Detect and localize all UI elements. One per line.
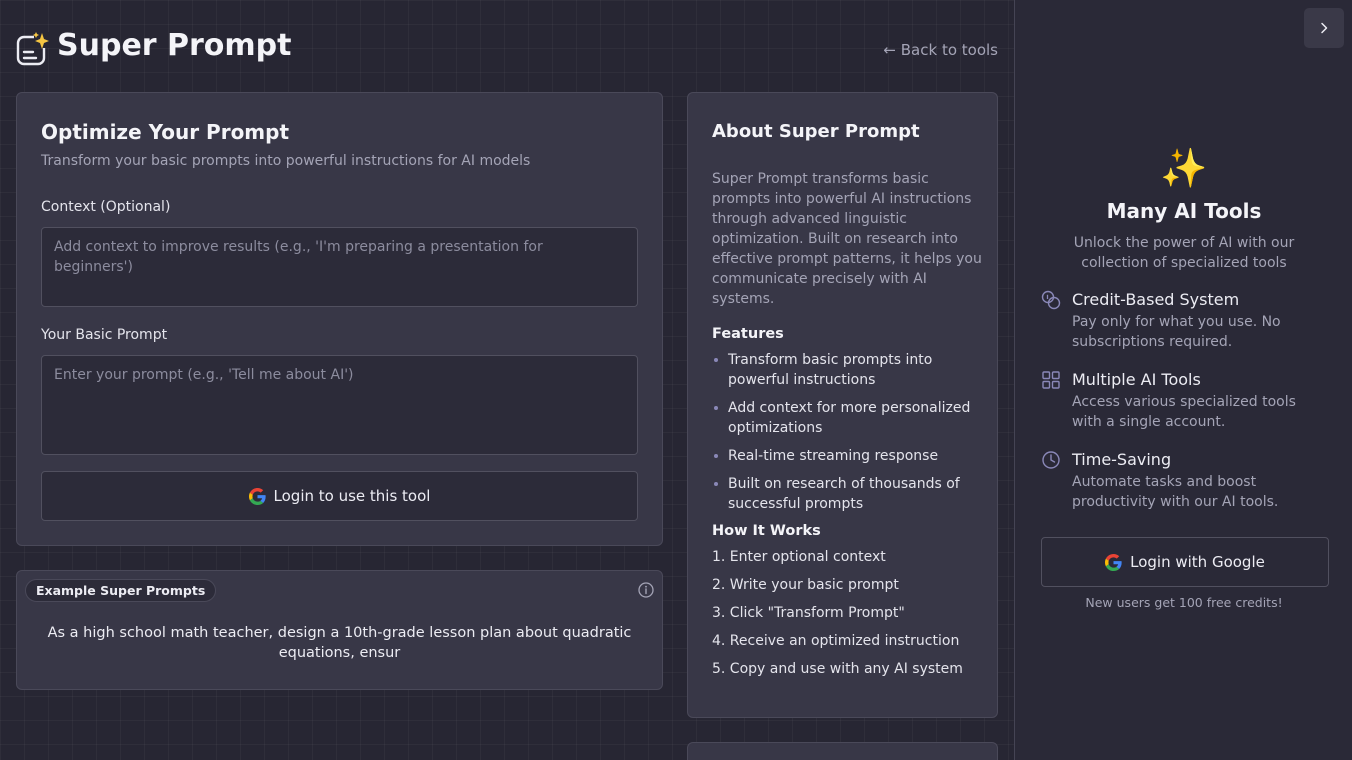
context-label: Context (Optional) [41,199,171,215]
list-item: Built on research of thousands of successful prompts [712,474,982,514]
features-heading: Features [712,326,784,342]
feature-description: Automate tasks and boost productivity with our AI tools. [1072,474,1279,510]
chevron-right-icon [1317,21,1331,35]
prompt-input[interactable]: Enter your prompt (e.g., 'Tell me about AI') [41,355,638,455]
info-icon[interactable] [638,582,654,598]
clock-icon [1041,450,1061,470]
list-item: 3. Click "Transform Prompt" [712,605,905,621]
optimize-title: Optimize Your Prompt [41,120,290,144]
list-item: Transform basic prompts into powerful instructions [712,350,982,390]
how-it-works-heading: How It Works [712,523,821,539]
context-input[interactable]: Add context to improve results (e.g., 'I'm preparing a presentation for beginners') [41,227,638,307]
list-item: Real-time streaming response [712,446,982,466]
list-item: 2. Write your basic prompt [712,577,899,593]
back-to-tools-link[interactable]: ← Back to tools [883,41,998,59]
grid-icon [1041,370,1061,390]
about-card [687,92,998,718]
example-card [16,570,663,690]
login-to-use-label: Login to use this tool [273,487,431,505]
feature-title: Time-Saving [1072,450,1172,469]
optimize-subtitle: Transform your basic prompts into powerful instructions for AI models [41,153,531,169]
optimize-card [16,92,663,546]
about-title: About Super Prompt [712,121,920,142]
login-with-google-label: Login with Google [1130,553,1265,571]
list-item: 5. Copy and use with any AI system [712,661,963,677]
page-title: Super Prompt [57,28,292,63]
list-item: Add context for more personalized optimizations [712,398,982,438]
feature-description: Access various specialized tools with a single account. [1072,394,1296,430]
coins-icon [1041,290,1061,310]
features-list [712,350,982,514]
google-icon [1105,554,1122,571]
feature-title: Credit-Based System [1072,290,1240,309]
about-description: Super Prompt transforms basic prompts into powerful AI instructions through advanced linguistic optimization. Built on research into effective prompt patterns, it helps you communicate precisely with AI systems. [712,171,982,307]
secondary-card [687,742,998,760]
document-sparkle-icon [16,32,50,66]
sparkles-icon: ✨ [1160,146,1208,190]
right-panel [1014,0,1352,760]
google-icon [249,488,266,505]
example-badge: Example Super Prompts [25,579,216,602]
login-with-google-button[interactable] [1041,537,1329,587]
list-item: 1. Enter optional context [712,549,886,565]
prompt-label: Your Basic Prompt [41,327,168,343]
feature-description: Pay only for what you use. No subscriptions required. [1072,314,1281,350]
panel-title: Many AI Tools [1106,199,1262,223]
credits-note: New users get 100 free credits! [1085,595,1283,610]
panel-subtitle: Unlock the power of AI with our collection of specialized tools [1073,235,1295,271]
steps-list [712,547,982,679]
example-prompt-text[interactable]: As a high school math teacher, design a 10th-grade lesson plan about quadratic equations, ensur [47,625,632,661]
login-to-use-button[interactable] [41,471,638,521]
collapse-panel-button[interactable] [1304,8,1344,48]
feature-title: Multiple AI Tools [1072,370,1201,389]
list-item: 4. Receive an optimized instruction [712,633,960,649]
